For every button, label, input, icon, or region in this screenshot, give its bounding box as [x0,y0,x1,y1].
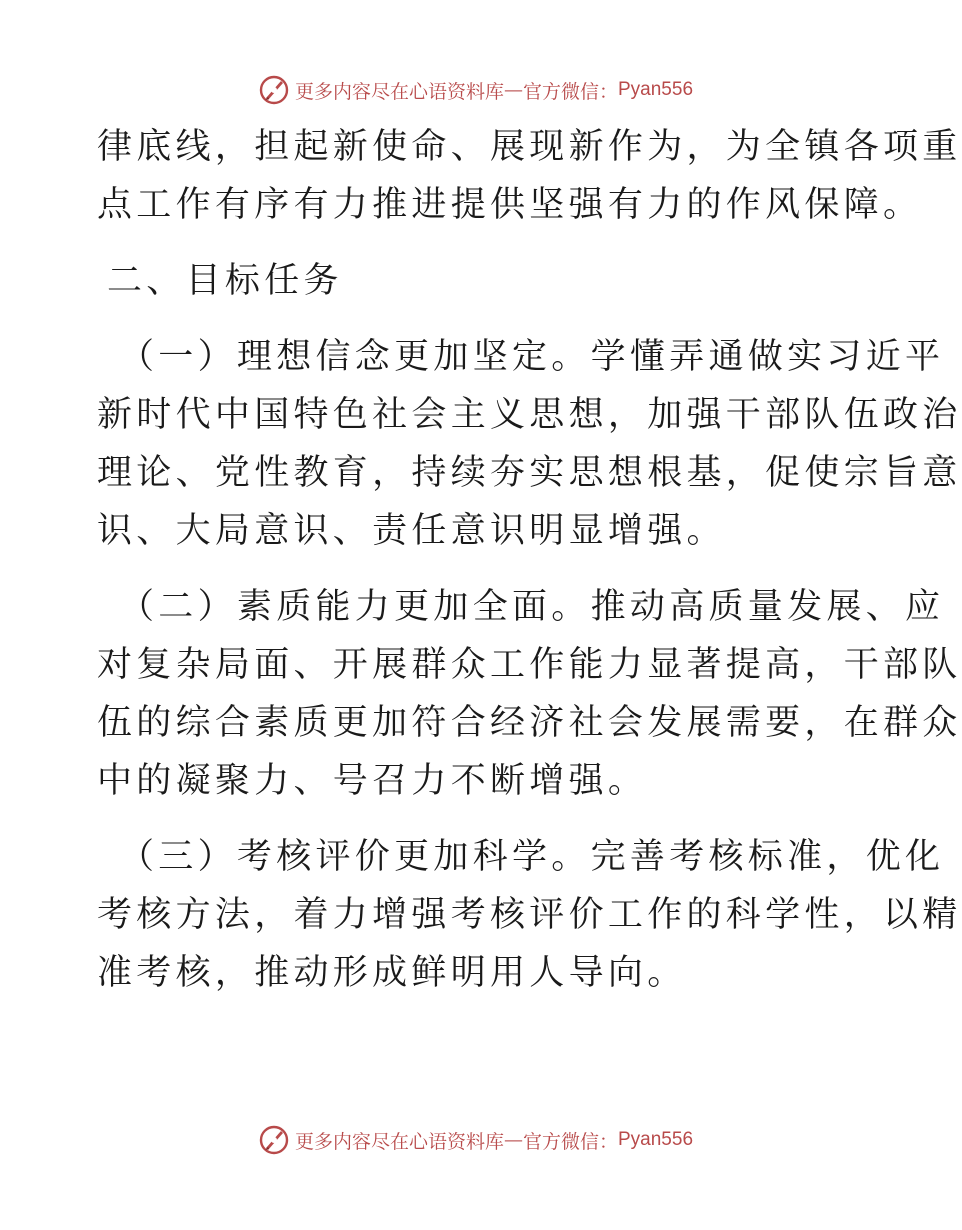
intro-line: 点工作有序有力推进提供坚强有力的作风保障。 [97,185,923,225]
header-watermark [0,70,950,110]
document-body [97,118,962,1002]
feather-pen-logo-icon [257,73,291,107]
watermark-official-label: 官方微信： [522,1130,618,1153]
feather-pen-logo-icon [257,1123,291,1157]
watermark-promo-text: 更多内容尽在心语资料库 [294,1130,504,1153]
goal-line: （三）考核评价更加科学。完善考核标准，优化 [119,837,945,877]
watermark-official-label: 官方微信： [522,80,618,103]
watermark-account-id: Pyan556 [618,79,694,100]
watermark-dash: — [503,1129,523,1151]
goal-line: 对复杂局面、开展群众工作能力显著提高，干部队 [97,645,962,685]
goal-line: （一）理想信念更加坚定。学懂弄通做实习近平 [119,337,945,377]
goal-line: 新时代中国特色社会主义思想，加强干部队伍政治 [97,395,962,435]
goal-line: 准考核，推动形成鲜明用人导向。 [97,953,687,993]
intro-paragraph [97,118,962,234]
goal-line: 理论、党性教育，持续夯实思想根基，促使宗旨意 [97,453,962,493]
watermark-promo-text: 更多内容尽在心语资料库 [294,80,504,103]
section-heading: 二、目标任务 [107,261,343,301]
watermark-dash: — [503,79,523,101]
goal-line: 考核方法，着力增强考核评价工作的科学性，以精 [97,895,962,935]
goal-line: （二）素质能力更加全面。推动高质量发展、应 [119,587,945,627]
footer-watermark [0,1120,950,1160]
goal-item-1 [97,328,962,560]
intro-line: 律底线，担起新使命、展现新作为，为全镇各项重 [97,127,962,167]
goal-item-3 [97,828,962,1002]
goal-line: 中的凝聚力、号召力不断增强。 [97,761,648,801]
goal-line: 伍的综合素质更加符合经济社会发展需要，在群众 [97,703,962,743]
watermark-account-id: Pyan556 [618,1129,694,1150]
goal-line: 识、大局意识、责任意识明显增强。 [97,511,726,551]
goal-item-2 [97,578,962,810]
